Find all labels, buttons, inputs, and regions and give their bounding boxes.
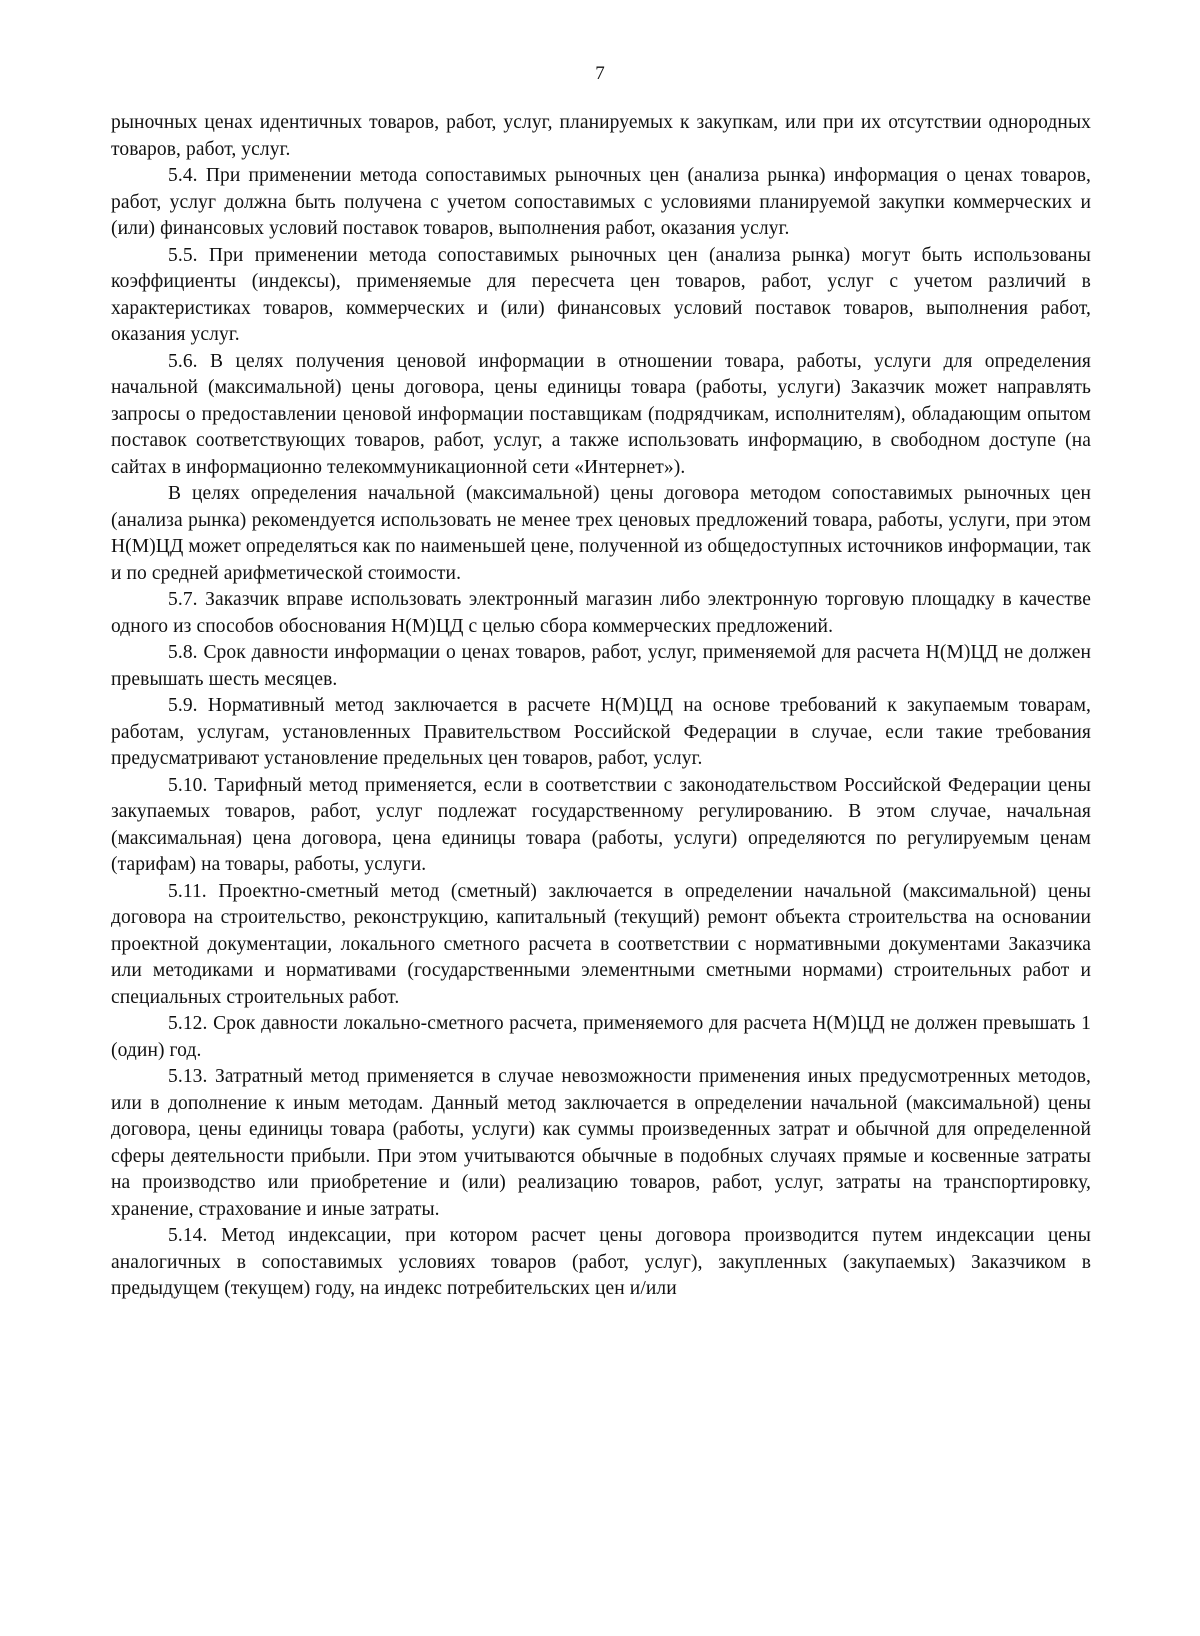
paragraph-5-13: 5.13. Затратный метод применяется в случае невозможности применения иных предусмотренных методов, или в дополнение к иным методам. Данный метод заключается в определении начальной (максимальной) цены договора, цены единицы товара (работы, услуги) как суммы произведенных затрат и обычной для определенной сферы деятельности прибыли. При этом учитываются обычные в подобных случаях прямые и косвенные затраты на производство или приобретение и (или) реализацию товаров, работ, услуг, затраты на транспортировку, хранение, страхование и иные затраты. [111, 1066, 1091, 1220]
paragraph-5-9: 5.9. Нормативный метод заключается в расчете Н(М)ЦД на основе требований к закупаемым товарам, работам, услугам, установленных Правительством Российской Федерации в случае, если такие требования предусматривают установление предельных цен товаров, работ, услуг. [111, 695, 1091, 769]
paragraph-5-10: 5.10. Тарифный метод применяется, если в соответствии с законодательством Российской Федерации цены закупаемых товаров, работ, услуг подлежат государственному регулированию. В этом случае, начальная (максимальная) цена договора, цена единицы товара (работы, услуги) определяются по регулируемым ценам (тарифам) на товары, работы, услуги. [111, 774, 1091, 875]
paragraph-5-8: 5.8. Срок давности информации о ценах товаров, работ, услуг, применяемой для расчета Н(М)ЦД не должен превышать шесть месяцев. [111, 642, 1091, 690]
paragraph-5-11: 5.11. Проектно-сметный метод (сметный) заключается в определении начальной (максимальной) цены договора на строительство, реконструкцию, капитальный (текущий) ремонт объекта строительства на основании проектной документации, локального сметного расчета в соответствии с нормативными документами Заказчика или методиками и нормативами (государственными элементными сметными нормами) строительных работ и специальных строительных работ. [111, 880, 1091, 1008]
paragraph-continuation: рыночных ценах идентичных товаров, работ, услуг, планируемых к закупкам, или при их отсутствии однородных товаров, работ, услуг. [111, 112, 1091, 160]
paragraph-5-12: 5.12. Срок давности локально-сметного расчета, применяемого для расчета Н(М)ЦД не должен превышать 1 (один) год. [111, 1013, 1091, 1061]
paragraph-5-7: 5.7. Заказчик вправе использовать электронный магазин либо электронную торговую площадку в качестве одного из способов обоснования Н(М)ЦД с целью сбора коммерческих предложений. [111, 589, 1091, 637]
paragraph-5-6: 5.6. В целях получения ценовой информации в отношении товара, работы, услуги для определения начальной (максимальной) цены договора, цены единицы товара (работы, услуги) Заказчик может направлять запросы о предоставлении ценовой информации поставщикам (подрядчикам, исполнителям), обладающим опытом поставок соответствующих товаров, работ, услуг, а также использовать информацию, в свободном доступе (на сайтах в информационно телекоммуникационной сети «Интернет»). [111, 350, 1091, 478]
page-number: 7 [595, 63, 605, 84]
paragraph-5-14: 5.14. Метод индексации, при котором расчет цены договора производится путем индексации цены аналогичных в сопоставимых условиях товаров (работ, услуг), закупленных (закупаемых) Заказчиком в предыдущем (текущем) году, на индекс потребительских цен и/или [111, 1225, 1091, 1299]
paragraph-5-4: 5.4. При применении метода сопоставимых рыночных цен (анализа рынка) информация о ценах товаров, работ, услуг должна быть получена с учетом сопоставимых с условиями планируемой закупки коммерческих и (или) финансовых условий поставок товаров, выполнения работ, оказания услуг. [111, 165, 1091, 239]
paragraph-5-5: 5.5. При применении метода сопоставимых рыночных цен (анализа рынка) могут быть использованы коэффициенты (индексы), применяемые для пересчета цен товаров, работ, услуг с учетом различий в характеристиках товаров, коммерческих и (или) финансовых условий поставок товаров, выполнения работ, оказания услуг. [111, 244, 1091, 345]
paragraph-5-6-continued: В целях определения начальной (максимальной) цены договора методом сопоставимых рыночных цен (анализа рынка) рекомендуется использовать не менее трех ценовых предложений товара, работы, услуги, при этом Н(М)ЦД может определяться как по наименьшей цене, полученной из общедоступных источников информации, так и по средней арифметической стоимости. [111, 483, 1091, 584]
document-body [111, 110, 1091, 1303]
